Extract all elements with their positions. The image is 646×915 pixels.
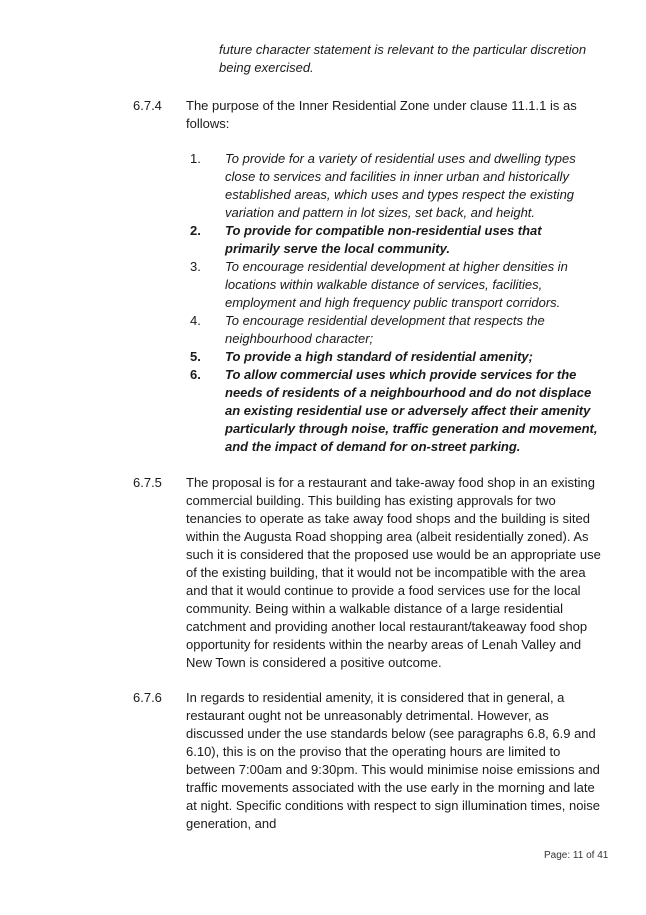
list-item-number: 1.	[190, 151, 201, 166]
list-item	[190, 258, 600, 312]
list-item-text: To encourage residential development at higher densities in locations within walkable distance of services, facilities, employment and high frequency public transport corridors.	[225, 259, 568, 310]
list-item-text: To provide a high standard of residential amenity;	[225, 349, 533, 364]
list-item	[190, 348, 600, 366]
list-item	[190, 312, 600, 348]
zone-purpose-list	[190, 150, 600, 456]
paragraph-number: 6.7.5	[133, 475, 162, 490]
list-item-number: 2.	[190, 223, 201, 238]
paragraph-number: 6.7.6	[133, 690, 162, 705]
list-item-number: 6.	[190, 367, 201, 382]
paragraph-number: 6.7.4	[133, 98, 162, 113]
paragraph-text: The proposal is for a restaurant and take-away food shop in an existing commercial building. This building has existing approvals for two tenancies to operate as take away food shops and the building is sited within the Augusta Road shopping area (albeit residentially zoned). As such it is considered that the proposed use would be an appropriate use of the existing building, that it would not be incompatible with the area and that it would continue to provide a food services use for the local community. Being within a walkable distance of a large residential catchment and providing another local restaurant/takeaway food shop opportunity for residents within the nearby areas of Lenah Valley and New Town is considered a positive outcome.	[186, 475, 601, 670]
list-item	[190, 366, 600, 456]
list-item-text: To provide for compatible non-residential uses that primarily serve the local community.	[225, 223, 542, 256]
list-item-number: 3.	[190, 259, 201, 274]
paragraph-text: The purpose of the Inner Residential Zone under clause 11.1.1 is as follows:	[186, 98, 577, 131]
list-item	[190, 222, 600, 258]
list-item-number: 5.	[190, 349, 201, 364]
paragraph-text: In regards to residential amenity, it is considered that in general, a restaurant ought not be unreasonably detrimental. However, as discussed under the use standards below (see paragraphs 6.8, 6.9 and 6.10), this is on the proviso that the operating hours are limited to between 7:00am and 9:30pm. This would minimise noise emissions and traffic movements associated with the use early in the morning and late at night. Specific conditions with respect to sign illumination times, noise generation, and	[186, 690, 601, 831]
list-item-text: To allow commercial uses which provide services for the needs of residents of a neighbourhood and do not displace an existing residential use or adversely affect their amenity particularly through noise, traffic generation and movement, and the impact of demand for on-street parking.	[225, 367, 598, 454]
continuation-text: future character statement is relevant to the particular discretion being exercised.	[219, 42, 587, 75]
list-item-text: To encourage residential development that respects the neighbourhood character;	[225, 313, 545, 346]
list-item	[190, 150, 600, 222]
list-item-text: To provide for a variety of residential uses and dwelling types close to services and facilities in inner urban and historically established areas, which uses and types respect the existing variation and pattern in lot sizes, set back, and height.	[225, 151, 576, 220]
list-item-number: 4.	[190, 313, 201, 328]
page-number: Page: 11 of 41	[544, 850, 609, 861]
